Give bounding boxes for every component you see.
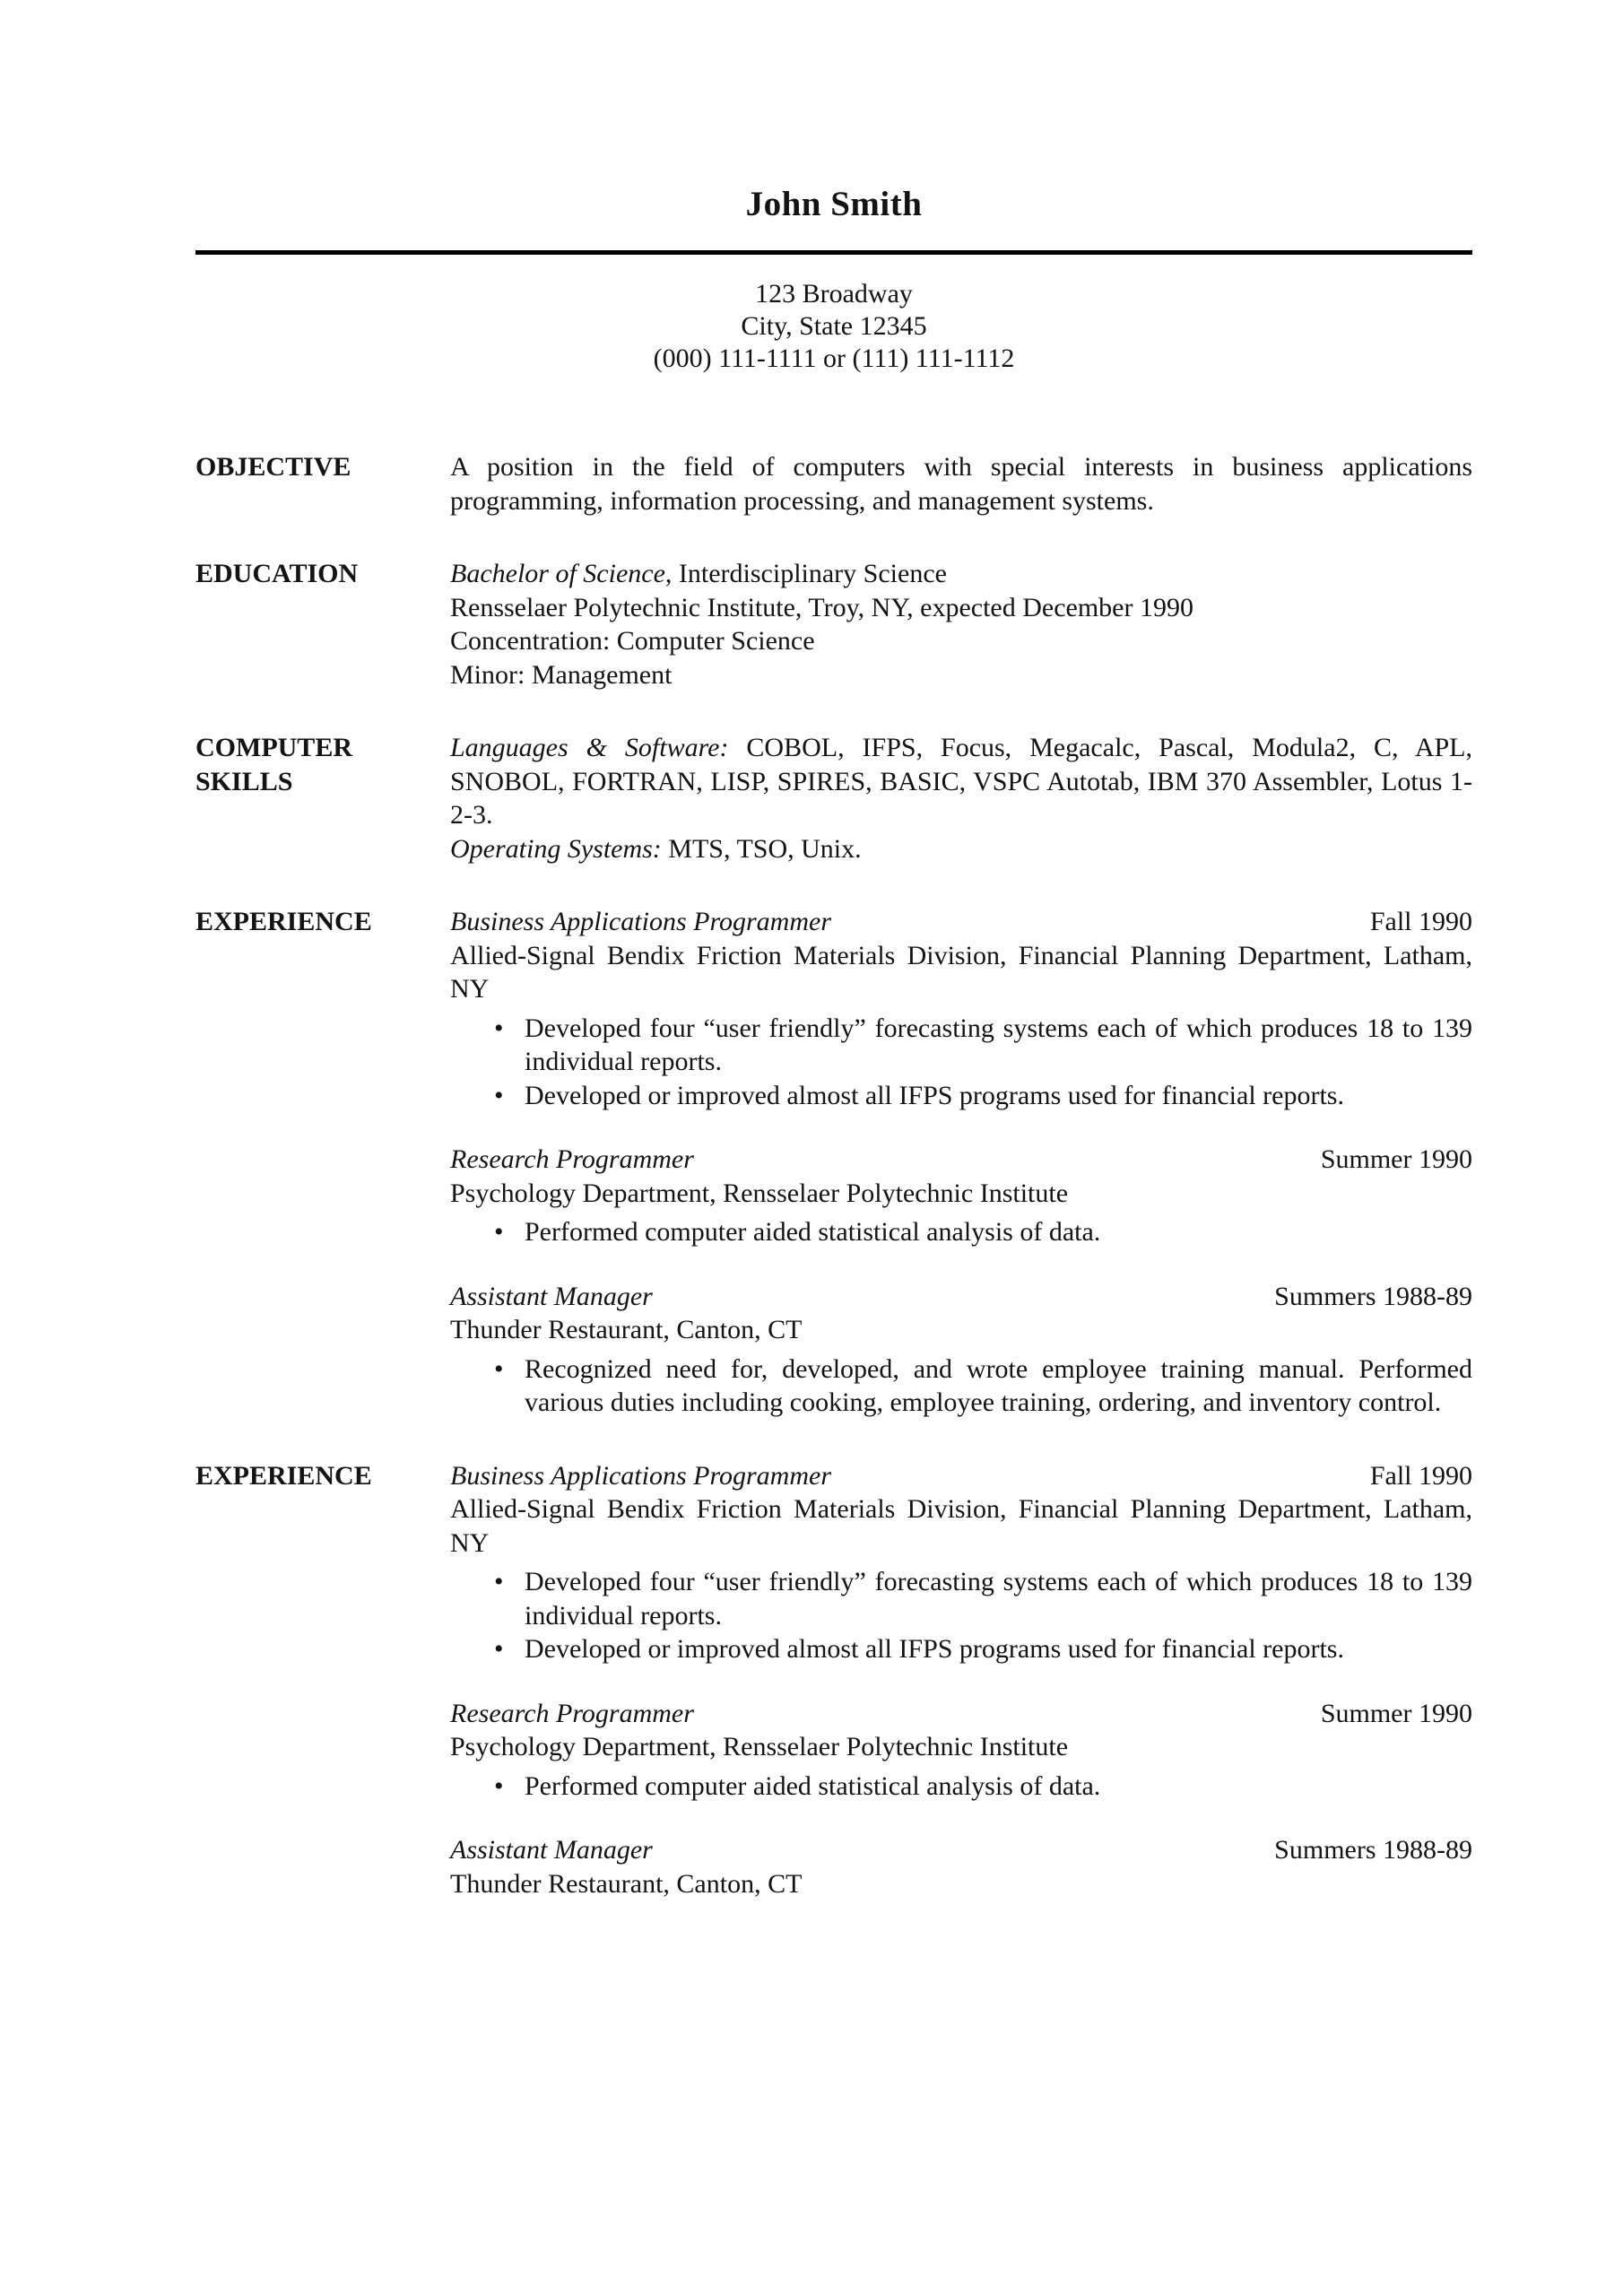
- bullet-list: [450, 1352, 1472, 1420]
- bullet-text: Performed computer aided statistical analysis of data.: [525, 1770, 1101, 1801]
- job-organization: Psychology Department, Rensselaer Polytechnic Institute: [450, 1732, 1069, 1761]
- bullet-text: Developed or improved almost all IFPS programs used for financial reports.: [525, 1634, 1344, 1664]
- section-content: [450, 450, 1472, 517]
- paragraph: [450, 731, 1472, 832]
- text-run: MTS, TSO, Unix.: [661, 833, 862, 864]
- text-run: COBOL, IFPS, Focus, Megacalc, Pascal, Modula2, C, APL, SNOBOL, FORTRAN, LISP, SPIRES, BASIC, VSPC Autotab, IBM 370 Assembler, Lotus 1-2-3.: [450, 733, 1472, 830]
- job-organization: Allied-Signal Bendix Friction Materials Division, Financial Planning Department, Latham, NY: [450, 940, 1472, 1004]
- job-header: [450, 1459, 1472, 1493]
- job-header: [450, 1833, 1472, 1867]
- bullet-item: [494, 1012, 1472, 1079]
- section-content: [450, 557, 1472, 691]
- bullet-text: Developed four “user friendly” forecasting systems each of which produces 18 to 139 individual reports.: [525, 1013, 1472, 1076]
- job-title: Research Programmer: [450, 1698, 694, 1728]
- resume-section: [195, 450, 1472, 517]
- text-run: Operating Systems:: [450, 833, 662, 864]
- text-run: , Interdisciplinary Science: [664, 559, 947, 588]
- job-header: [450, 1697, 1472, 1731]
- paragraph: [450, 450, 1472, 517]
- job-organization: Thunder Restaurant, Canton, CT: [450, 1868, 803, 1899]
- bullet-icon: •: [494, 1567, 504, 1596]
- bullet-list: [450, 1215, 1472, 1249]
- job-entry: [450, 1833, 1472, 1900]
- bullet-list: [450, 1565, 1472, 1666]
- resume-section: [195, 1459, 1472, 1901]
- job-header: [450, 1280, 1472, 1314]
- resume-section: [195, 731, 1472, 865]
- job-date: Summers 1988-89: [1274, 1281, 1472, 1311]
- text-run: Concentration: Computer Science: [450, 626, 815, 656]
- bullet-list: [450, 1770, 1472, 1804]
- address-line: (000) 111-1111 or (111) 111-1112: [653, 344, 1015, 373]
- job-entry: [450, 1143, 1472, 1249]
- resume-section: [195, 905, 1472, 1420]
- bullet-icon: •: [494, 1013, 504, 1043]
- paragraph: [450, 557, 1472, 591]
- bullet-icon: •: [494, 1217, 504, 1247]
- resume-section: [195, 557, 1472, 691]
- bullet-item: [494, 1215, 1472, 1249]
- job-title: Assistant Manager: [450, 1281, 653, 1311]
- paragraph: [450, 624, 1472, 658]
- job-title: Assistant Manager: [450, 1835, 653, 1865]
- header-rule: [195, 250, 1472, 255]
- job-header: [450, 905, 1472, 939]
- text-run: Minor: Management: [450, 659, 673, 690]
- resume-body: [195, 450, 1472, 1900]
- job-date: Fall 1990: [1369, 1460, 1472, 1491]
- resume-name: John Smith: [745, 185, 923, 223]
- text-run: Rensselaer Polytechnic Institute, Troy, NY, expected December 1990: [450, 592, 1193, 622]
- bullet-text: Recognized need for, developed, and wrote employee training manual. Performed various duties including cooking, employee training, ordering, and inventory control.: [525, 1353, 1472, 1417]
- section-label: EDUCATION: [195, 559, 359, 588]
- job-entry: [450, 905, 1472, 1112]
- paragraph: [450, 832, 1472, 866]
- bullet-item: [494, 1770, 1472, 1804]
- bullet-item: [494, 1352, 1472, 1420]
- bullet-icon: •: [494, 1353, 504, 1384]
- address-line: City, State 12345: [741, 311, 927, 341]
- job-organization: Psychology Department, Rensselaer Polytechnic Institute: [450, 1178, 1069, 1208]
- job-title: Business Applications Programmer: [450, 1460, 831, 1491]
- job-title: Research Programmer: [450, 1144, 694, 1174]
- bullet-list: [450, 1012, 1472, 1113]
- bullet-item: [494, 1079, 1472, 1113]
- bullet-text: Performed computer aided statistical analysis of data.: [525, 1217, 1101, 1247]
- text-run: Bachelor of Science: [450, 559, 665, 588]
- job-organization: Thunder Restaurant, Canton, CT: [450, 1315, 803, 1344]
- section-label: EXPERIENCE: [195, 907, 372, 936]
- section-label: COMPUTER SKILLS: [195, 733, 352, 796]
- address-line: 123 Broadway: [755, 279, 913, 309]
- paragraph: [450, 591, 1472, 625]
- section-content: [450, 1459, 1472, 1901]
- job-entry: [450, 1459, 1472, 1666]
- job-header: [450, 1143, 1472, 1177]
- job-entry: [450, 1280, 1472, 1420]
- section-content: [450, 731, 1472, 865]
- section-label: OBJECTIVE: [195, 452, 352, 482]
- text-run: Languages & Software:: [450, 733, 729, 762]
- bullet-icon: •: [494, 1080, 504, 1110]
- bullet-text: Developed or improved almost all IFPS programs used for financial reports.: [525, 1080, 1344, 1110]
- bullet-item: [494, 1632, 1472, 1666]
- bullet-item: [494, 1565, 1472, 1632]
- address-block: [195, 278, 1472, 375]
- bullet-text: Developed four “user friendly” forecasting systems each of which produces 18 to 139 individual reports.: [525, 1567, 1472, 1631]
- text-run: A position in the field of computers with special interests in business applications programming, information processing, and management systems.: [450, 452, 1472, 516]
- job-date: Summer 1990: [1320, 1144, 1472, 1174]
- job-entry: [450, 1697, 1472, 1804]
- job-date: Fall 1990: [1369, 907, 1472, 936]
- bullet-icon: •: [494, 1634, 504, 1664]
- job-title: Business Applications Programmer: [450, 907, 831, 936]
- job-date: Summer 1990: [1320, 1698, 1472, 1728]
- job-organization: Allied-Signal Bendix Friction Materials Division, Financial Planning Department, Latham, NY: [450, 1494, 1472, 1558]
- paragraph: [450, 658, 1472, 692]
- section-content: [450, 905, 1472, 1420]
- job-date: Summers 1988-89: [1274, 1835, 1472, 1865]
- section-label: EXPERIENCE: [195, 1460, 372, 1491]
- bullet-icon: •: [494, 1770, 504, 1801]
